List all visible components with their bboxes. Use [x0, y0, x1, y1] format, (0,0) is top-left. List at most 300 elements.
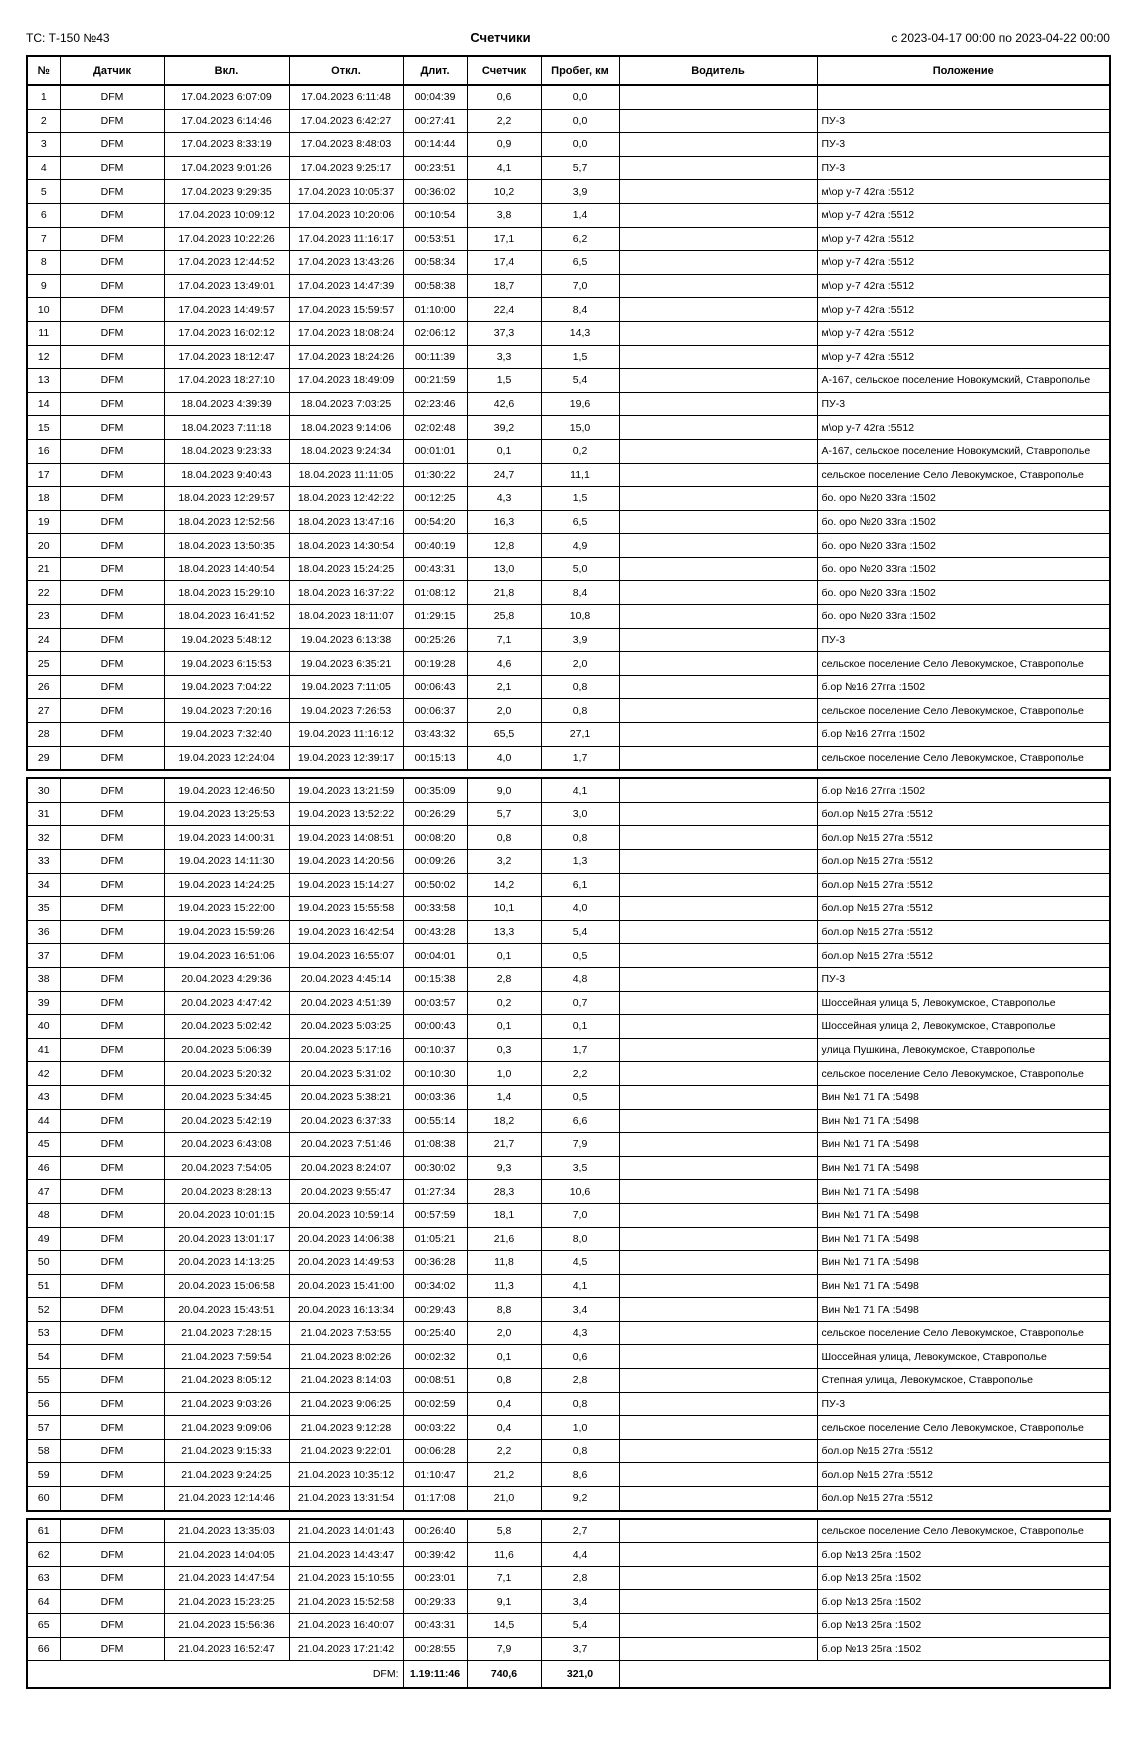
table-row [27, 1519, 1110, 1543]
cell-sensor: DFM [60, 778, 164, 802]
column-header-location: Положение [817, 56, 1110, 85]
cell-driver [619, 345, 817, 369]
table-row [27, 944, 1110, 968]
cell-sensor: DFM [60, 605, 164, 629]
cell-row-number: 29 [27, 746, 60, 770]
cell-duration: 00:25:26 [403, 628, 467, 652]
cell-row-number: 20 [27, 534, 60, 558]
table-row [27, 723, 1110, 747]
table-row [27, 510, 1110, 534]
cell-mileage: 4,8 [541, 967, 619, 991]
cell-location [817, 85, 1110, 109]
cell-location: Вин №1 71 ГА :5498 [817, 1227, 1110, 1251]
cell-row-number: 14 [27, 392, 60, 416]
cell-on-time: 17.04.2023 14:49:57 [164, 298, 289, 322]
cell-mileage: 5,4 [541, 920, 619, 944]
cell-mileage: 10,6 [541, 1180, 619, 1204]
cell-on-time: 21.04.2023 7:59:54 [164, 1345, 289, 1369]
cell-counter: 11,8 [467, 1251, 541, 1275]
cell-driver [619, 557, 817, 581]
cell-off-time: 17.04.2023 6:11:48 [289, 85, 403, 109]
cell-location: Шоссейная улица, Левокумское, Ставрополье [817, 1345, 1110, 1369]
cell-on-time: 17.04.2023 10:22:26 [164, 227, 289, 251]
totals-mileage: 321,0 [541, 1661, 619, 1689]
cell-driver [619, 487, 817, 511]
cell-location: Вин №1 71 ГА :5498 [817, 1298, 1110, 1322]
cell-on-time: 19.04.2023 12:46:50 [164, 778, 289, 802]
cell-sensor: DFM [60, 1298, 164, 1322]
cell-row-number: 57 [27, 1416, 60, 1440]
cell-counter: 2,0 [467, 699, 541, 723]
cell-row-number: 60 [27, 1487, 60, 1511]
cell-duration: 02:02:48 [403, 416, 467, 440]
cell-sensor: DFM [60, 1519, 164, 1543]
cell-row-number: 65 [27, 1614, 60, 1638]
cell-driver [619, 1133, 817, 1157]
cell-off-time: 17.04.2023 18:08:24 [289, 321, 403, 345]
table-row [27, 675, 1110, 699]
cell-on-time: 21.04.2023 9:15:33 [164, 1439, 289, 1463]
cell-driver [619, 628, 817, 652]
cell-off-time: 20.04.2023 4:45:14 [289, 967, 403, 991]
cell-sensor: DFM [60, 897, 164, 921]
cell-off-time: 21.04.2023 9:22:01 [289, 1439, 403, 1463]
cell-counter: 9,1 [467, 1590, 541, 1614]
table-row [27, 826, 1110, 850]
cell-duration: 00:43:28 [403, 920, 467, 944]
cell-on-time: 17.04.2023 13:49:01 [164, 274, 289, 298]
cell-row-number: 36 [27, 920, 60, 944]
cell-driver [619, 510, 817, 534]
cell-sensor: DFM [60, 991, 164, 1015]
cell-row-number: 40 [27, 1015, 60, 1039]
cell-counter: 4,0 [467, 746, 541, 770]
cell-driver [619, 1274, 817, 1298]
cell-driver [619, 1015, 817, 1039]
cell-sensor: DFM [60, 203, 164, 227]
cell-off-time: 19.04.2023 13:52:22 [289, 802, 403, 826]
cell-off-time: 20.04.2023 15:41:00 [289, 1274, 403, 1298]
column-header-off-time: Откл. [289, 56, 403, 85]
cell-location: б.ор №16 27гга :1502 [817, 723, 1110, 747]
cell-mileage: 0,0 [541, 85, 619, 109]
cell-duration: 00:25:40 [403, 1321, 467, 1345]
cell-row-number: 44 [27, 1109, 60, 1133]
cell-location: бо. оро №20 33га :1502 [817, 510, 1110, 534]
cell-row-number: 2 [27, 109, 60, 133]
cell-off-time: 21.04.2023 8:14:03 [289, 1369, 403, 1393]
cell-on-time: 17.04.2023 6:07:09 [164, 85, 289, 109]
cell-on-time: 19.04.2023 7:32:40 [164, 723, 289, 747]
cell-driver [619, 1251, 817, 1275]
cell-off-time: 17.04.2023 18:49:09 [289, 369, 403, 393]
cell-location: бол.ор №15 27га :5512 [817, 944, 1110, 968]
table-row [27, 967, 1110, 991]
cell-row-number: 1 [27, 85, 60, 109]
cell-driver [619, 1227, 817, 1251]
cell-location: б.ор №16 27гга :1502 [817, 675, 1110, 699]
cell-sensor: DFM [60, 557, 164, 581]
cell-mileage: 4,5 [541, 1251, 619, 1275]
table-row [27, 1156, 1110, 1180]
cell-row-number: 61 [27, 1519, 60, 1543]
cell-off-time: 19.04.2023 12:39:17 [289, 746, 403, 770]
cell-row-number: 43 [27, 1085, 60, 1109]
cell-location: бол.ор №15 27га :5512 [817, 850, 1110, 874]
cell-counter: 1,4 [467, 1085, 541, 1109]
cell-mileage: 8,4 [541, 298, 619, 322]
cell-mileage: 0,7 [541, 991, 619, 1015]
cell-location: бол.ор №15 27га :5512 [817, 1487, 1110, 1511]
cell-mileage: 4,1 [541, 778, 619, 802]
cell-counter: 2,2 [467, 109, 541, 133]
table-row [27, 920, 1110, 944]
cell-mileage: 8,4 [541, 581, 619, 605]
cell-duration: 00:34:02 [403, 1274, 467, 1298]
cell-row-number: 18 [27, 487, 60, 511]
cell-on-time: 18.04.2023 12:52:56 [164, 510, 289, 534]
cell-duration: 00:15:13 [403, 746, 467, 770]
cell-off-time: 19.04.2023 14:08:51 [289, 826, 403, 850]
cell-mileage: 11,1 [541, 463, 619, 487]
cell-on-time: 21.04.2023 13:35:03 [164, 1519, 289, 1543]
cell-off-time: 17.04.2023 9:25:17 [289, 156, 403, 180]
cell-sensor: DFM [60, 487, 164, 511]
cell-counter: 0,6 [467, 85, 541, 109]
cell-duration: 00:50:02 [403, 873, 467, 897]
cell-sensor: DFM [60, 967, 164, 991]
cell-driver [619, 1487, 817, 1511]
cell-location: Вин №1 71 ГА :5498 [817, 1133, 1110, 1157]
table-row [27, 1487, 1110, 1511]
cell-row-number: 41 [27, 1038, 60, 1062]
cell-duration: 01:10:00 [403, 298, 467, 322]
cell-duration: 00:53:51 [403, 227, 467, 251]
cell-row-number: 58 [27, 1439, 60, 1463]
cell-row-number: 7 [27, 227, 60, 251]
table-row [27, 439, 1110, 463]
cell-location: бо. оро №20 33га :1502 [817, 557, 1110, 581]
cell-mileage: 1,3 [541, 850, 619, 874]
cell-duration: 00:03:57 [403, 991, 467, 1015]
table-row [27, 487, 1110, 511]
cell-sensor: DFM [60, 180, 164, 204]
cell-on-time: 17.04.2023 12:44:52 [164, 251, 289, 275]
cell-sensor: DFM [60, 699, 164, 723]
table-header-row [27, 56, 1110, 85]
cell-counter: 2,1 [467, 675, 541, 699]
cell-row-number: 56 [27, 1392, 60, 1416]
cell-counter: 18,7 [467, 274, 541, 298]
cell-duration: 01:17:08 [403, 1487, 467, 1511]
cell-on-time: 18.04.2023 4:39:39 [164, 392, 289, 416]
cell-off-time: 20.04.2023 14:06:38 [289, 1227, 403, 1251]
cell-on-time: 21.04.2023 9:09:06 [164, 1416, 289, 1440]
cell-row-number: 30 [27, 778, 60, 802]
cell-driver [619, 1519, 817, 1543]
cell-counter: 13,0 [467, 557, 541, 581]
cell-mileage: 5,7 [541, 156, 619, 180]
table-row [27, 1590, 1110, 1614]
cell-location: Шоссейная улица 5, Левокумское, Ставрополье [817, 991, 1110, 1015]
cell-on-time: 21.04.2023 14:04:05 [164, 1543, 289, 1567]
table-row [27, 605, 1110, 629]
cell-counter: 21,6 [467, 1227, 541, 1251]
cell-driver [619, 463, 817, 487]
cell-duration: 00:40:19 [403, 534, 467, 558]
cell-row-number: 47 [27, 1180, 60, 1204]
cell-sensor: DFM [60, 510, 164, 534]
cell-driver [619, 991, 817, 1015]
cell-duration: 00:19:28 [403, 652, 467, 676]
table-row [27, 1085, 1110, 1109]
cell-row-number: 19 [27, 510, 60, 534]
cell-duration: 00:11:39 [403, 345, 467, 369]
cell-on-time: 19.04.2023 16:51:06 [164, 944, 289, 968]
cell-counter: 18,2 [467, 1109, 541, 1133]
cell-row-number: 10 [27, 298, 60, 322]
cell-duration: 03:43:32 [403, 723, 467, 747]
cell-driver [619, 1298, 817, 1322]
cell-location: сельское поселение Село Левокумское, Ставрополье [817, 1062, 1110, 1086]
column-header-mileage: Пробег, км [541, 56, 619, 85]
cell-off-time: 17.04.2023 6:42:27 [289, 109, 403, 133]
cell-mileage: 7,9 [541, 1133, 619, 1157]
cell-on-time: 18.04.2023 14:40:54 [164, 557, 289, 581]
cell-row-number: 32 [27, 826, 60, 850]
cell-on-time: 19.04.2023 14:00:31 [164, 826, 289, 850]
cell-duration: 00:03:22 [403, 1416, 467, 1440]
cell-duration: 01:08:12 [403, 581, 467, 605]
cell-location: бол.ор №15 27га :5512 [817, 920, 1110, 944]
cell-duration: 00:35:09 [403, 778, 467, 802]
cell-row-number: 55 [27, 1369, 60, 1393]
cell-counter: 0,1 [467, 944, 541, 968]
cell-counter: 39,2 [467, 416, 541, 440]
table-row [27, 802, 1110, 826]
cell-duration: 00:58:34 [403, 251, 467, 275]
cell-sensor: DFM [60, 1109, 164, 1133]
cell-driver [619, 873, 817, 897]
cell-driver [619, 1180, 817, 1204]
cell-duration: 00:04:39 [403, 85, 467, 109]
cell-counter: 24,7 [467, 463, 541, 487]
table-row [27, 628, 1110, 652]
table-row [27, 897, 1110, 921]
cell-counter: 1,0 [467, 1062, 541, 1086]
cell-on-time: 20.04.2023 4:47:42 [164, 991, 289, 1015]
cell-row-number: 52 [27, 1298, 60, 1322]
cell-mileage: 8,6 [541, 1463, 619, 1487]
cell-mileage: 4,9 [541, 534, 619, 558]
cell-location: улица Пушкина, Левокумское, Ставрополье [817, 1038, 1110, 1062]
cell-driver [619, 227, 817, 251]
page-title: Счетчики [470, 30, 531, 45]
cell-counter: 42,6 [467, 392, 541, 416]
cell-off-time: 17.04.2023 11:16:17 [289, 227, 403, 251]
cell-sensor: DFM [60, 746, 164, 770]
cell-location: б.ор №13 25га :1502 [817, 1543, 1110, 1567]
cell-duration: 00:06:37 [403, 699, 467, 723]
cell-off-time: 20.04.2023 8:24:07 [289, 1156, 403, 1180]
cell-mileage: 19,6 [541, 392, 619, 416]
cell-location: сельское поселение Село Левокумское, Ставрополье [817, 699, 1110, 723]
cell-location: бол.ор №15 27га :5512 [817, 826, 1110, 850]
cell-row-number: 35 [27, 897, 60, 921]
cell-off-time: 18.04.2023 16:37:22 [289, 581, 403, 605]
cell-sensor: DFM [60, 156, 164, 180]
cell-counter: 21,0 [467, 1487, 541, 1511]
cell-sensor: DFM [60, 920, 164, 944]
table-row [27, 1543, 1110, 1567]
cell-location: б.ор №13 25га :1502 [817, 1590, 1110, 1614]
cell-on-time: 20.04.2023 8:28:13 [164, 1180, 289, 1204]
cell-location: Вин №1 71 ГА :5498 [817, 1109, 1110, 1133]
cell-driver [619, 85, 817, 109]
totals-label: DFM: [27, 1661, 403, 1689]
cell-row-number: 59 [27, 1463, 60, 1487]
cell-row-number: 22 [27, 581, 60, 605]
cell-location: м\ор у-7 42га :5512 [817, 203, 1110, 227]
cell-row-number: 3 [27, 133, 60, 157]
cell-mileage: 4,4 [541, 1543, 619, 1567]
cell-driver [619, 392, 817, 416]
cell-on-time: 21.04.2023 14:47:54 [164, 1566, 289, 1590]
cell-location: бо. оро №20 33га :1502 [817, 487, 1110, 511]
cell-sensor: DFM [60, 274, 164, 298]
cell-sensor: DFM [60, 1038, 164, 1062]
table-row [27, 850, 1110, 874]
cell-sensor: DFM [60, 1133, 164, 1157]
cell-driver [619, 1590, 817, 1614]
cell-row-number: 26 [27, 675, 60, 699]
cell-counter: 0,9 [467, 133, 541, 157]
cell-on-time: 18.04.2023 7:11:18 [164, 416, 289, 440]
cell-counter: 22,4 [467, 298, 541, 322]
cell-counter: 3,2 [467, 850, 541, 874]
cell-on-time: 17.04.2023 16:02:12 [164, 321, 289, 345]
cell-on-time: 20.04.2023 15:43:51 [164, 1298, 289, 1322]
cell-driver [619, 675, 817, 699]
cell-row-number: 16 [27, 439, 60, 463]
cell-counter: 7,1 [467, 1566, 541, 1590]
cell-counter: 14,5 [467, 1614, 541, 1638]
cell-on-time: 18.04.2023 12:29:57 [164, 487, 289, 511]
table-row [27, 298, 1110, 322]
cell-on-time: 17.04.2023 18:12:47 [164, 345, 289, 369]
cell-on-time: 20.04.2023 14:13:25 [164, 1251, 289, 1275]
cell-sensor: DFM [60, 1062, 164, 1086]
cell-location: сельское поселение Село Левокумское, Ставрополье [817, 652, 1110, 676]
table-row [27, 251, 1110, 275]
cell-mileage: 5,0 [541, 557, 619, 581]
cell-mileage: 0,8 [541, 675, 619, 699]
cell-mileage: 0,2 [541, 439, 619, 463]
cell-counter: 3,3 [467, 345, 541, 369]
report-table-block [26, 1518, 1111, 1690]
cell-on-time: 21.04.2023 9:03:26 [164, 1392, 289, 1416]
cell-driver [619, 1416, 817, 1440]
cell-mileage: 3,4 [541, 1298, 619, 1322]
totals-counter: 740,6 [467, 1661, 541, 1689]
cell-duration: 00:08:20 [403, 826, 467, 850]
cell-duration: 01:29:15 [403, 605, 467, 629]
cell-mileage: 0,8 [541, 1392, 619, 1416]
cell-duration: 00:26:29 [403, 802, 467, 826]
cell-off-time: 21.04.2023 16:40:07 [289, 1614, 403, 1638]
cell-off-time: 17.04.2023 15:59:57 [289, 298, 403, 322]
cell-off-time: 20.04.2023 4:51:39 [289, 991, 403, 1015]
cell-mileage: 2,8 [541, 1566, 619, 1590]
cell-driver [619, 826, 817, 850]
cell-sensor: DFM [60, 826, 164, 850]
cell-duration: 00:02:59 [403, 1392, 467, 1416]
table-row [27, 778, 1110, 802]
cell-off-time: 20.04.2023 5:17:16 [289, 1038, 403, 1062]
cell-duration: 00:27:41 [403, 109, 467, 133]
cell-mileage: 0,8 [541, 1439, 619, 1463]
cell-duration: 00:26:40 [403, 1519, 467, 1543]
cell-sensor: DFM [60, 1369, 164, 1393]
cell-counter: 9,3 [467, 1156, 541, 1180]
cell-sensor: DFM [60, 133, 164, 157]
cell-off-time: 19.04.2023 15:14:27 [289, 873, 403, 897]
report-period: с 2023-04-17 00:00 по 2023-04-22 00:00 [891, 31, 1110, 45]
cell-on-time: 21.04.2023 15:56:36 [164, 1614, 289, 1638]
cell-counter: 2,0 [467, 1321, 541, 1345]
cell-driver [619, 1463, 817, 1487]
cell-row-number: 66 [27, 1637, 60, 1661]
cell-on-time: 20.04.2023 5:20:32 [164, 1062, 289, 1086]
cell-counter: 0,2 [467, 991, 541, 1015]
cell-duration: 00:23:51 [403, 156, 467, 180]
cell-driver [619, 746, 817, 770]
cell-sensor: DFM [60, 675, 164, 699]
cell-sensor: DFM [60, 1085, 164, 1109]
cell-off-time: 20.04.2023 5:38:21 [289, 1085, 403, 1109]
cell-location: б.ор №13 25га :1502 [817, 1637, 1110, 1661]
cell-on-time: 19.04.2023 13:25:53 [164, 802, 289, 826]
cell-duration: 00:36:02 [403, 180, 467, 204]
table-row [27, 133, 1110, 157]
cell-sensor: DFM [60, 1203, 164, 1227]
cell-row-number: 46 [27, 1156, 60, 1180]
cell-on-time: 19.04.2023 12:24:04 [164, 746, 289, 770]
cell-sensor: DFM [60, 534, 164, 558]
cell-on-time: 19.04.2023 7:04:22 [164, 675, 289, 699]
table-row [27, 392, 1110, 416]
cell-off-time: 18.04.2023 15:24:25 [289, 557, 403, 581]
cell-mileage: 2,2 [541, 1062, 619, 1086]
cell-sensor: DFM [60, 1015, 164, 1039]
report-header [26, 30, 1110, 45]
cell-row-number: 15 [27, 416, 60, 440]
cell-location: м\ор у-7 42га :5512 [817, 227, 1110, 251]
cell-duration: 00:00:43 [403, 1015, 467, 1039]
cell-duration: 00:09:26 [403, 850, 467, 874]
cell-mileage: 3,5 [541, 1156, 619, 1180]
cell-mileage: 3,7 [541, 1637, 619, 1661]
cell-mileage: 4,0 [541, 897, 619, 921]
cell-row-number: 45 [27, 1133, 60, 1157]
cell-location: бол.ор №15 27га :5512 [817, 1463, 1110, 1487]
cell-sensor: DFM [60, 1321, 164, 1345]
cell-on-time: 17.04.2023 9:01:26 [164, 156, 289, 180]
cell-location: б.ор №16 27гга :1502 [817, 778, 1110, 802]
cell-on-time: 19.04.2023 7:20:16 [164, 699, 289, 723]
cell-mileage: 2,7 [541, 1519, 619, 1543]
table-row [27, 180, 1110, 204]
